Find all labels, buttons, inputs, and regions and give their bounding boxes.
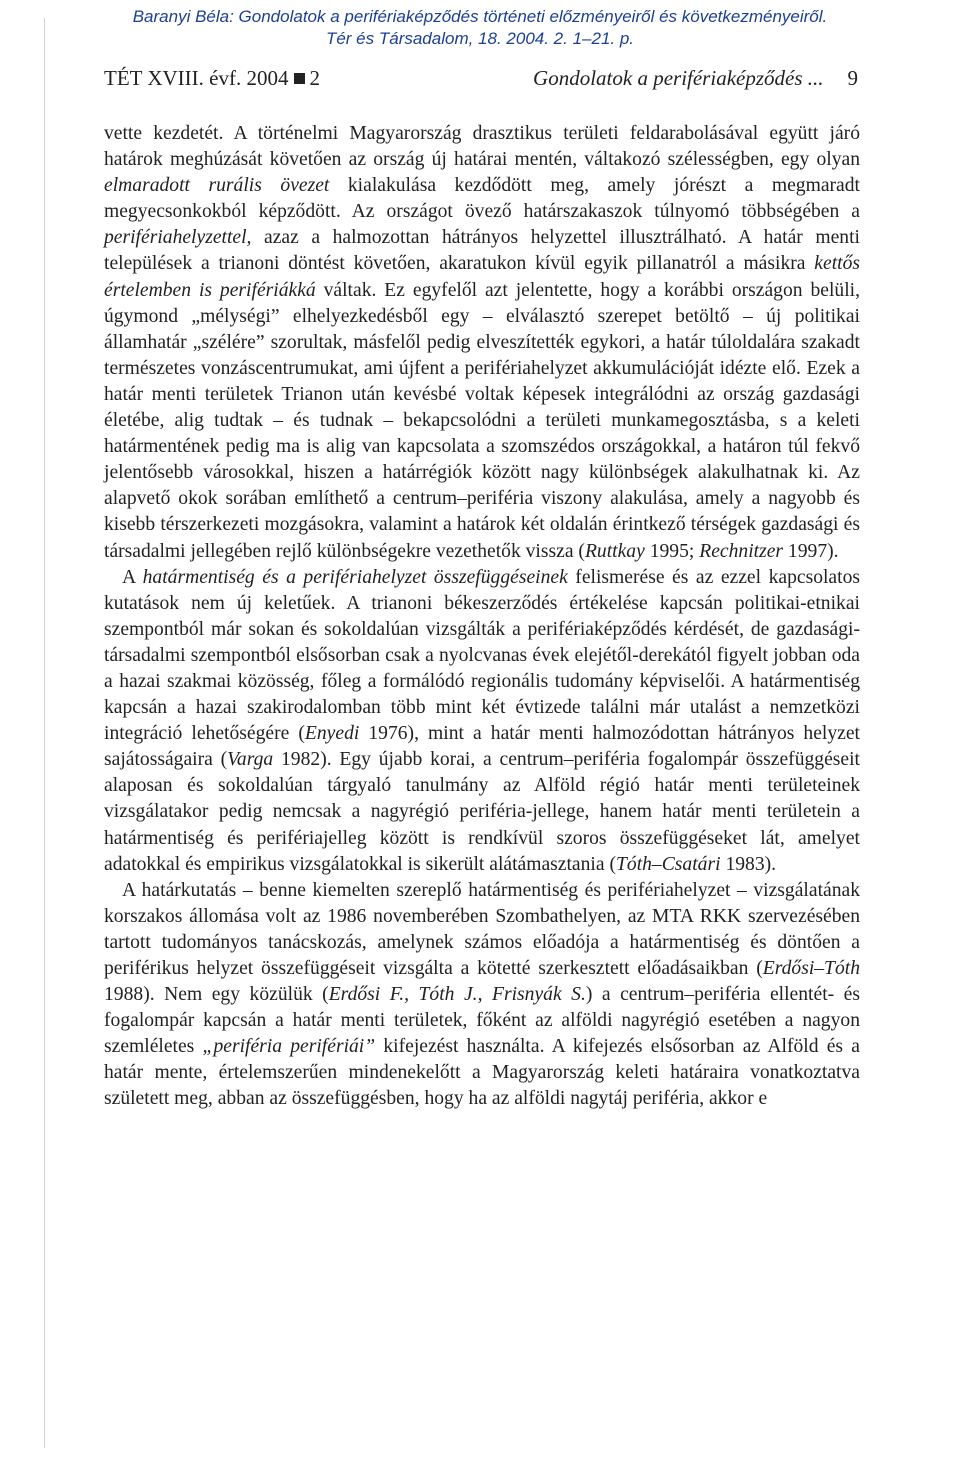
text-run: 1976), mint a határ menti halmozódottan hátrányos helyzet sajátosságaira ( <box>104 723 861 771</box>
running-head <box>104 66 858 96</box>
text-run: 1997). <box>783 540 839 562</box>
citation-line-2: Tér és Társadalom, 18. 2004. 2. 1–21. p. <box>325 29 635 48</box>
italic-phrase: kettős értelemben is perifériákká <box>104 253 860 301</box>
text-run: felismerése és az ezzel kapcsolatos kutatások nem új keletűek. A trianoni békeszerződés értékelése kapcsán politikai-etnikai szempontból már sokan és sokoldalúan vizsgálták a perifériaképződés kérdését, de gazdasági-társadalmi szempontból elsősorban csak a nyolcvanas évek elejétől-derekától figyelt jobban oda a hazai szakmai közösség, főleg a formálódó regionális tudomány képviselői. A határmentiség kapcsán a hazai szakirodalomban több mint két évtizede találni már utalást a nemzetközi integráció lehetőségére ( <box>104 566 860 745</box>
margin-rule <box>44 18 45 1448</box>
journal-volume: TÉT XVIII. évf. 2004 <box>104 66 289 90</box>
text-run: 1988). Nem egy közülük ( <box>104 984 329 1006</box>
running-title-block <box>533 66 858 91</box>
text-run: A <box>122 566 143 588</box>
text-run: A határkutatás – benne kiemelten szereplő határmentiség és perifériahelyzet – vizsgálatának korszakos állomása volt az 1986 novemberében Szombathelyen, az MTA RKK szervezésében tartott tudományos tanácskozás, amelynek számos előadója a határmentiség és döntően a periférikus helyzet összefüggéseit vizsgálta a kötetté szerkesztett előadásaikban ( <box>104 879 860 979</box>
italic-phrase: Rechnitzer <box>699 540 784 562</box>
journal-info <box>104 66 320 91</box>
text-run: ) a centrum–periféria ellentét- és fogalompár kapcsán a határ menti területek, főként az alföldi nagyrégió esetében a nagyon szemléletes <box>104 984 861 1058</box>
text-run: 1995; <box>644 540 700 562</box>
italic-phrase: elmaradott rurális övezet <box>104 175 330 197</box>
body-paragraph <box>104 565 860 878</box>
text-run: 1983). <box>720 853 777 875</box>
citation-header <box>0 6 960 50</box>
text-run: kialakulása kezdődött meg, amely jórészt a megmaradt megyecsonkokból képződött. Az országot övező határszakaszok túlnyomó többségében a <box>104 175 860 223</box>
issue-number: 2 <box>309 66 320 90</box>
text-run: vette kezdetét. A történelmi Magyarország drasztikus területi feldarabolásával együtt járó határok meghúzását követően az ország új határai mentén, váltakozó szélességben, egy olyan <box>104 123 860 171</box>
article-body <box>104 121 860 1113</box>
citation-line-1: Baranyi Béla: Gondolatok a perifériaképződés történeti előzményeiről és következményeiről. <box>132 7 828 26</box>
text-run: 1982). Egy újabb korai, a centrum–periféria fogalompár összefüggéseit alaposan és sokoldalúan tárgyaló tanulmány az Alföld régió határ menti területeinek vizsgálatakor pedig nemcsak a nagyrégió periféria-jellege, hanem határ menti területein a határmentiség és perifériajelleg között is rendkívül szoros összefüggéseket lát, amelyet adatokkal és empirikus vizsgálatokkal is sikerült alátámasztania ( <box>104 749 860 875</box>
italic-phrase: Varga <box>227 749 274 771</box>
running-title: Gondolatok a perifériaképződés ... <box>533 66 824 90</box>
italic-phrase: határmentiség és a perifériahelyzet összefüggéseinek <box>142 566 568 588</box>
text-run: váltak. Ez egyfelől azt jelentette, hogy a korábbi országon belüli, úgymond „mélységi” elhelyezkedésből egy – elválasztó szerepet betöltő – új politikai államhatár „szélére” szorultak, másfelől pedig elveszítették egykori, a határ túloldalára szakadt természetes vonzáscentrumukat, ami újfent a perifériahelyzet akkumulációját idézte elő. Ezek a határ menti területek Trianon után kevésbé voltak képesek integrálódni az ország gazdasági életébe, alig tudtak – és tudnak – bekapcsolódni a területi munkamegosztásba, s a keleti határmentének pedig ma is alig van kapcsolata a szomszédos országokkal, a határon túl fekvő jelentősebb városokkal, hiszen a határrégiók között nagy különbségek alakulhatnak ki. Az alapvető okok sorában említhető a centrum–periféria viszony alakulása, amely a nagyobb és kisebb térszerkezeti mozgásokra, valamint a határok két oldalán érintkező térségek gazdasági és társadalmi jellegében rejlő különbségekre vezethetők vissza ( <box>104 279 860 562</box>
italic-phrase: Ruttkay <box>584 540 645 562</box>
italic-phrase: perifériahelyzettel, <box>104 227 252 249</box>
italic-phrase: Erdősi–Tóth <box>762 958 860 979</box>
italic-phrase: Erdősi F., Tóth J., Frisnyák S. <box>328 984 586 1006</box>
body-paragraph <box>104 878 860 1113</box>
square-bullet-icon <box>294 73 305 84</box>
italic-phrase: Enyedi <box>304 723 360 745</box>
body-paragraph <box>104 121 860 565</box>
italic-phrase: Tóth–Csatári <box>616 853 721 875</box>
text-run: azaz a halmozottan hátrányos helyzettel illusztrálható. A határ menti települések a trianoni döntést követően, akaratukon kívül egyik pillanatról a másikra <box>104 227 860 275</box>
text-run: kifejezést használta. A kifejezés elsősorban az Alföld és a határ mente, értelemszerűen mindenekelőtt a Magyarország keleti határaira vonatkoztatva született meg, abban az összefüggésben, hogy ha az alföldi nagytáj periféria, akkor e <box>104 1036 860 1110</box>
italic-phrase: „periféria perifériái” <box>202 1036 376 1058</box>
page-number: 9 <box>847 66 858 90</box>
